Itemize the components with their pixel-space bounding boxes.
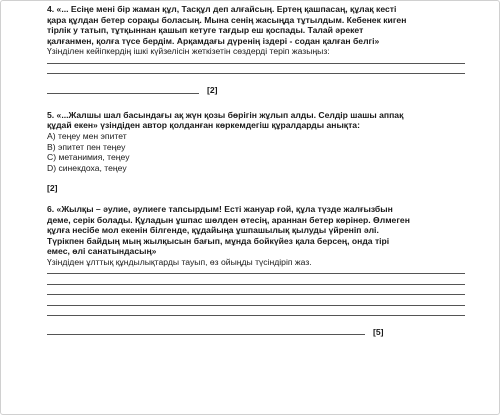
answer-line[interactable] <box>47 284 465 285</box>
question-4-line: тірлік у татып, тұтқыннан қашып кетуге тағдыр еш қоспады. Талай әрекет <box>47 25 364 36</box>
answer-line[interactable] <box>47 334 365 335</box>
answer-line[interactable] <box>47 93 199 94</box>
answer-lines-q4 <box>47 63 465 74</box>
option-c[interactable]: С) метанимия, теңеу <box>47 152 130 163</box>
question-4-mark-row <box>47 84 465 96</box>
answer-line[interactable] <box>47 305 465 306</box>
question-4-prompt: Үзінділен кейіпкердің ішкі күйзелісін жеткізетін сөздерді теріп жазыңыз: <box>47 46 330 57</box>
question-4-line: қалғанмен, қолға түсе бердім. Арқамдағы дүренің іздері - содан қалған белгі» <box>47 35 380 46</box>
question-6-mark-row <box>47 325 465 337</box>
answer-line[interactable] <box>47 63 465 64</box>
question-5-line: құдай екен» үзіндіден автор қолданған көркемдегіш құралдарды анықта: <box>47 120 360 131</box>
question-5-line: 5. «...Жалшы шал басындағы ақ жүн қозы бөрігін жұлып алды. Селдір шашы аппақ <box>47 109 404 120</box>
answer-line[interactable] <box>47 73 465 74</box>
question-4 <box>47 4 465 96</box>
option-a[interactable]: А) теңеу мен эпитет <box>47 130 127 141</box>
question-6-line: 6. «Жылқы – әулие, әулиеге тапсырдым! Есті жануар ғой, құла түзде жалғызбын <box>47 203 393 214</box>
question-6 <box>47 204 465 338</box>
question-6-line: құлға несібе мол екенін білгенде, құдайыңа ұшпашылық қылуды үйреніп әлі. <box>47 225 379 236</box>
question-4-mark: [2] <box>207 85 218 96</box>
question-4-line: 4. «... Есіңе мені бір жаман құл, Тасқұл деп алғайсың. Ертең қашпасаң, құлақ кесті <box>47 4 397 14</box>
question-6-mark: [5] <box>373 326 384 337</box>
question-4-line: қара құлдан бетер сорақы боласың. Мына сенің жасыңда тұтылдым. Кебенек киген <box>47 14 407 25</box>
option-d[interactable]: D) синекдоха, теңеу <box>47 162 127 173</box>
question-6-line: деме, серік болады. Құладын ұшпас шөлден өтесің, араннан бетер көрінер. Өлмеген <box>47 214 410 225</box>
question-5 <box>47 110 465 194</box>
answer-line[interactable] <box>47 273 465 274</box>
question-6-prompt: Үзіндіден ұлттық құндылықтарды тауып, өз ойыңды түсіндіріп жаз. <box>47 256 312 267</box>
answer-lines-q6 <box>47 273 465 316</box>
answer-line[interactable] <box>47 294 465 295</box>
option-b[interactable]: В) эпитет пен теңеу <box>47 141 126 152</box>
answer-line[interactable] <box>47 315 465 316</box>
question-5-mark: [2] <box>47 183 58 194</box>
question-6-line: емес, өлі санатындасың» <box>47 246 157 257</box>
question-6-line: Түрікпен байдың мың жылқысын бағып, мұнда бойкүйез қала берсең, онда тірі <box>47 235 390 246</box>
